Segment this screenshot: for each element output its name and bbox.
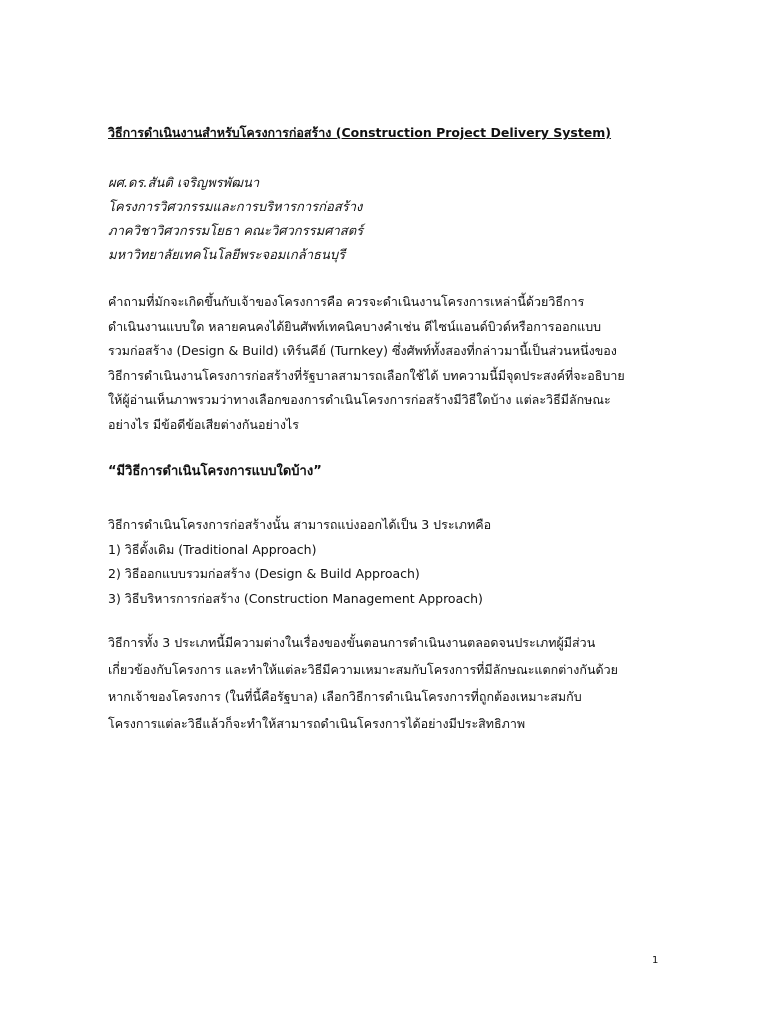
paragraph-line: วิธีการทั้ง 3 ประเภทนี้มีความต่างในเรื่องของขั้นตอนการดำเนินงานตลอดจนประเภทผู้มีส่วน <box>108 635 596 650</box>
page-number: 1 <box>652 955 659 966</box>
paragraph-line: หากเจ้าของโครงการ (ในที่นี้คือรัฐบาล) เลือกวิธีการดำเนินโครงการที่ถูกต้องเหมาะสมกับ <box>108 689 582 704</box>
paragraph-line: อย่างไร มีข้อดีข้อเสียต่างกันอย่างไร <box>108 416 299 432</box>
list-item: 2) วิธีออกแบบรวมก่อสร้าง (Design & Build Approach) <box>108 566 420 581</box>
paragraph-line: ให้ผู้อ่านเห็นภาพรวมว่าทางเลือกของการดำเนินโครงการก่อสร้างมีวิธีใดบ้าง แต่ละวิธีมีลักษณะ <box>108 392 611 407</box>
paragraph-line: วิธีการดำเนินงานโครงการก่อสร้างที่รัฐบาลสามารถเลือกใช้ได้ บทความนี้มีจุดประสงค์ที่จะอธิบาย <box>108 367 625 383</box>
document-title: วิธีการดำเนินงานสำหรับโครงการก่อสร้าง (Construction Project Delivery System) <box>108 125 612 140</box>
summary-paragraph <box>108 629 688 737</box>
approaches-list <box>108 513 688 611</box>
list-intro: วิธีการดำเนินโครงการก่อสร้างนั้น สามารถแบ่งออกได้เป็น 3 ประเภทคือ <box>108 517 492 532</box>
paragraph-line: โครงการแต่ละวิธีแล้วก็จะทำให้สามารถดำเนินโครงการได้อย่างมีประสิทธิภาพ <box>108 716 526 731</box>
list-item: 1) วิธีดั้งเดิม (Traditional Approach) <box>108 541 317 557</box>
author-university: มหาวิทยาลัยเทคโนโลยีพระจอมเกล้าธนบุรี <box>108 248 346 263</box>
author-name: ผศ.ดร.สันติ เจริญพรพัฒนา <box>108 176 260 191</box>
author-block <box>108 172 688 268</box>
author-program: โครงการวิศวกรรมและการบริหารการก่อสร้าง <box>108 200 363 215</box>
list-item: 3) วิธีบริหารการก่อสร้าง (Construction Management Approach) <box>108 590 483 606</box>
section-heading: “มีวิธีการดำเนินโครงการแบบใดบ้าง” <box>108 464 322 479</box>
paragraph-line: รวมก่อสร้าง (Design & Build) เทิร์นคีย์ (Turnkey) ซึ่งศัพท์ทั้งสองที่กล่าวมานี้เป็นส่วนหนึ่งของ <box>108 343 617 358</box>
paragraph-line: เกี่ยวข้องกับโครงการ และทำให้แต่ละวิธีมีความเหมาะสมกับโครงการที่มีลักษณะแตกต่างกันด้วย <box>108 662 618 677</box>
paragraph-line: ดำเนินงานแบบใด หลายคนคงได้ยินศัพท์เทคนิคบางคำเช่น ดีไซน์แอนด์บิวด์หรือการออกแบบ <box>108 318 602 334</box>
paragraph-line: คำถามที่มักจะเกิดขึ้นกับเจ้าของโครงการคือ ควรจะดำเนินงานโครงการเหล่านี้ด้วยวิธีการ <box>108 294 585 309</box>
author-department: ภาควิชาวิศวกรรมโยธา คณะวิศวกรรมศาสตร์ <box>108 224 364 239</box>
intro-paragraph <box>108 290 688 437</box>
